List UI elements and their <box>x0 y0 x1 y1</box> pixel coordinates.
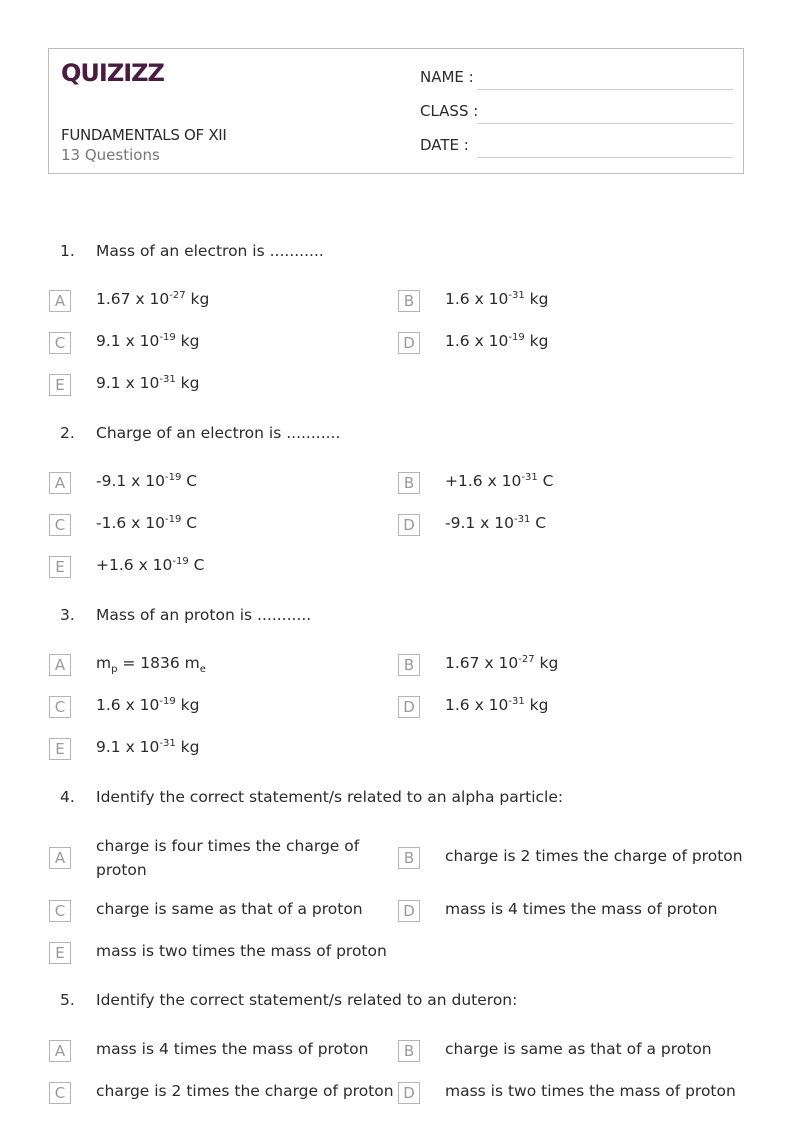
class-label: CLASS : <box>420 102 479 120</box>
option-b-box[interactable]: B <box>398 472 420 494</box>
option-a-text: 1.67 x $10^{-27}$ kg <box>96 290 210 308</box>
option-d-text: mass is 4 times the mass of proton <box>445 900 718 918</box>
option-c-text: 1.6 x $10^{-19}$ kg <box>96 696 200 714</box>
class-line[interactable] <box>477 123 733 124</box>
name-line[interactable] <box>477 89 733 90</box>
question-number: 3. <box>60 606 75 624</box>
option-e-box[interactable]: E <box>49 738 71 760</box>
option-b-text: charge is 2 times the charge of proton <box>445 847 743 865</box>
option-e-text: mass is two times the mass of proton <box>96 942 387 960</box>
option-c-text: charge is 2 times the charge of proton <box>96 1082 394 1100</box>
option-a-box[interactable]: A <box>49 1040 71 1062</box>
option-d-box[interactable]: D <box>398 696 420 718</box>
option-e-box[interactable]: E <box>49 374 71 396</box>
option-b-text: charge is same as that of a proton <box>445 1040 712 1058</box>
option-b-box[interactable]: B <box>398 654 420 676</box>
option-d-box[interactable]: D <box>398 514 420 536</box>
option-a-box[interactable]: A <box>49 654 71 676</box>
option-a-text: charge is four times the charge of proton <box>96 837 360 879</box>
name-label: NAME : <box>420 68 474 86</box>
question-count: 13 Questions <box>61 146 160 164</box>
question-number: 4. <box>60 788 75 806</box>
option-a-text: -9.1 x $10^{-19}$ C <box>96 472 198 490</box>
option-e-box[interactable]: E <box>49 556 71 578</box>
question-text: Identify the correct statement/s related to an alpha particle: <box>96 788 564 806</box>
option-d-text: -9.1 x $10^{-31}$ C <box>445 514 547 532</box>
question-number: 1. <box>60 242 75 260</box>
question-number: 5. <box>60 991 75 1009</box>
option-a-box[interactable]: A <box>49 472 71 494</box>
option-d-text: mass is two times the mass of proton <box>445 1082 736 1100</box>
option-c-box[interactable]: C <box>49 332 71 354</box>
worksheet-header <box>48 48 744 174</box>
option-d-box[interactable]: D <box>398 332 420 354</box>
option-b-box[interactable]: B <box>398 847 420 869</box>
option-b-box[interactable]: B <box>398 1040 420 1062</box>
question-text: Charge of an electron is ........... <box>96 424 341 442</box>
option-c-box[interactable]: C <box>49 514 71 536</box>
option-b-text: 1.67 x $10^{-27}$ kg <box>445 654 559 672</box>
option-c-text: 9.1 x $10^{-19}$ kg <box>96 332 200 350</box>
option-c-box[interactable]: C <box>49 696 71 718</box>
option-d-box[interactable]: D <box>398 1082 420 1104</box>
option-a-box[interactable]: A <box>49 847 71 869</box>
question-text: Mass of an electron is ........... <box>96 242 324 260</box>
option-c-text: -1.6 x $10^{-19}$ C <box>96 514 198 532</box>
option-b-text: +1.6 x $10^{-31}$ C <box>445 472 554 490</box>
option-e-box[interactable]: E <box>49 942 71 964</box>
option-d-text: 1.6 x $10^{-19}$ kg <box>445 332 549 350</box>
option-b-text: 1.6 x $10^{-31}$ kg <box>445 290 549 308</box>
quizizz-logo: QUIZIZZ <box>61 59 164 87</box>
question-text: Mass of an proton is ........... <box>96 606 312 624</box>
option-b-box[interactable]: B <box>398 290 420 312</box>
worksheet-title: FUNDAMENTALS OF XII <box>61 126 227 144</box>
date-line[interactable] <box>477 157 733 158</box>
question-text: Identify the correct statement/s related to an duteron: <box>96 991 518 1009</box>
option-a-text: mass is 4 times the mass of proton <box>96 1040 369 1058</box>
option-d-text: 1.6 x $10^{-31}$ kg <box>445 696 549 714</box>
option-c-box[interactable]: C <box>49 900 71 922</box>
option-c-text: charge is same as that of a proton <box>96 900 363 918</box>
option-e-text: +1.6 x $10^{-19}$ C <box>96 556 205 574</box>
option-d-box[interactable]: D <box>398 900 420 922</box>
option-e-text: 9.1 x $10^{-31}$ kg <box>96 738 200 756</box>
question-number: 2. <box>60 424 75 442</box>
option-a-box[interactable]: A <box>49 290 71 312</box>
option-e-text: 9.1 x $10^{-31}$ kg <box>96 374 200 392</box>
option-c-box[interactable]: C <box>49 1082 71 1104</box>
date-label: DATE : <box>420 136 469 154</box>
option-a-text: $m_p = 1836$ $m_e$ <box>96 654 206 675</box>
